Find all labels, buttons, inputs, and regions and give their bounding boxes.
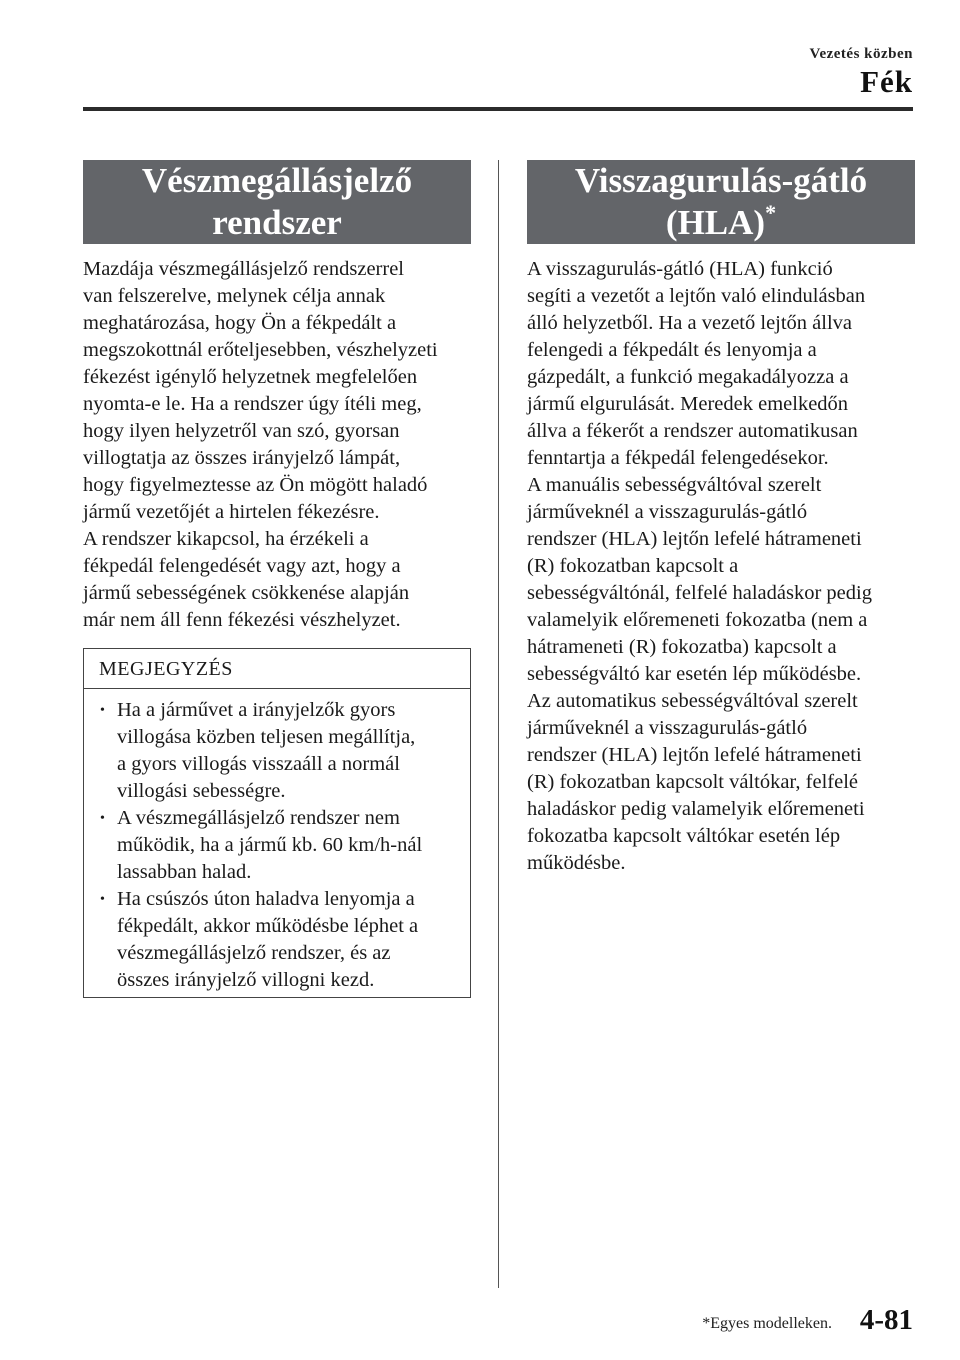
text-line: (R) fokozatban kapcsolt váltókar, felfelé	[527, 771, 859, 793]
heading-line: Visszagurulás-gátló	[574, 161, 868, 200]
paragraph	[527, 472, 915, 688]
text-line: működik, ha a jármű kb. 60 km/h-nál	[117, 834, 423, 856]
text-line: felengedi a fékpedált és lenyomja a	[527, 339, 817, 361]
text-line: Mazdája vészmegállásjelző rendszerrel	[83, 258, 404, 280]
text-line: fenntartja a fékpedál felengedésekor.	[527, 447, 829, 469]
text-line: haladáskor pedig valamelyik előremeneti	[527, 798, 865, 820]
text-line: fokozatba kapcsolt váltókar esetén lép	[527, 825, 841, 847]
note-title: MEGJEGYZÉS	[84, 649, 470, 689]
text-line: A vészmegállásjelző rendszer nem	[117, 807, 400, 829]
note-list	[84, 689, 470, 994]
left-column	[83, 160, 471, 634]
text-line: hogy figyelmeztesse az Ön mögött haladó	[83, 474, 428, 496]
note-item	[100, 886, 458, 994]
footnote-marker: *	[765, 200, 777, 225]
text-line: gázpedált, a funkció megakadályozza a	[527, 366, 849, 388]
text-line: Ha csúszós úton haladva lenyomja a	[117, 888, 415, 910]
text-line: rendszer (HLA) lejtőn lefelé hátrameneti	[527, 744, 862, 766]
paragraph	[527, 256, 915, 472]
page-title: Fék	[860, 64, 913, 99]
text-line: meghatározása, hogy Ön a fékpedált a	[83, 312, 397, 334]
text-line: vészmegállásjelző rendszer, és az	[117, 942, 391, 964]
paragraph	[83, 526, 471, 634]
text-line: járműveknél a visszagurulás-gátló	[527, 717, 808, 739]
text-line: járműveknél a visszagurulás-gátló	[527, 501, 808, 523]
header-rule	[83, 107, 913, 111]
text-line: fékezést igénylő helyzetnek megfelelően	[83, 366, 418, 388]
text-line: jármű vezetőjét a hirtelen fékezésre.	[83, 501, 380, 523]
footnote: *Egyes modelleken.	[702, 1315, 832, 1332]
heading-line: rendszer	[212, 203, 342, 242]
text-line: jármű elgurulását. Meredek emelkedőn	[527, 393, 849, 415]
text-line: A visszagurulás-gátló (HLA) funkció	[527, 258, 833, 280]
text-line: álló helyzetből. Ha a vezető lejtőn állva	[527, 312, 853, 334]
text-line: A manuális sebességváltóval szerelt	[527, 474, 822, 496]
bullet-icon: •	[100, 703, 105, 718]
text-line: van felszerelve, melynek célja annak	[83, 285, 386, 307]
text-line: a gyors villogás visszaáll a normál	[117, 753, 400, 775]
text-line: A rendszer kikapcsol, ha érzékeli a	[83, 528, 369, 550]
text-line: Az automatikus sebességváltóval szerelt	[527, 690, 858, 712]
note-item	[100, 697, 458, 805]
text-line: lassabban halad.	[117, 861, 252, 883]
page-number: 4-81	[859, 1304, 913, 1336]
note-item	[100, 805, 458, 886]
note-box	[83, 648, 471, 998]
text-line: hogy ilyen helyzetről van szó, gyorsan	[83, 420, 400, 442]
text-line: valamelyik előremeneti fokozatba (nem a	[527, 609, 868, 631]
heading-line: Vészmegállásjelző	[141, 161, 413, 200]
text-line: állva a fékerőt a rendszer automatikusan	[527, 420, 858, 442]
text-line: fékpedál felengedését vagy azt, hogy a	[83, 555, 401, 577]
section-heading-emergency-stop-signal	[83, 160, 471, 244]
column-divider	[498, 160, 499, 1288]
text-line: segíti a vezetőt a lejtőn való elindulásban	[527, 285, 866, 307]
heading-line	[533, 202, 909, 244]
text-line: (R) fokozatban kapcsolt a	[527, 555, 739, 577]
text-line: sebességváltónál, felfelé haladáskor pedig	[527, 582, 872, 604]
text-line: jármű sebességének csökkenése alapján	[83, 582, 410, 604]
text-line: fékpedált, akkor működésbe léphet a	[117, 915, 419, 937]
text-line: villogási sebességre.	[117, 780, 286, 802]
header-section-label: Vezetés közben	[809, 46, 913, 62]
section-heading-hill-launch-assist	[527, 160, 915, 244]
heading-text: (HLA)	[665, 203, 766, 242]
bullet-icon: •	[100, 892, 105, 907]
right-column	[527, 160, 915, 877]
text-line: hátrameneti (R) fokozatba) kapcsolt a	[527, 636, 837, 658]
text-line: nyomta-e le. Ha a rendszer úgy ítéli meg,	[83, 393, 422, 415]
text-line: már nem áll fenn fékezési vészhelyzet.	[83, 609, 401, 631]
text-line: megszokottnál erőteljesebben, vészhelyzeti	[83, 339, 438, 361]
text-line: összes irányjelző villogni kezd.	[117, 969, 375, 991]
text-line: villogtatja az összes irányjelző lámpát,	[83, 447, 401, 469]
text-line: működésbe.	[527, 852, 626, 874]
text-line: rendszer (HLA) lejtőn lefelé hátrameneti	[527, 528, 862, 550]
text-line: sebességváltó kar esetén lép működésbe.	[527, 663, 862, 685]
bullet-icon: •	[100, 811, 105, 826]
paragraph	[527, 688, 915, 877]
paragraph	[83, 256, 471, 526]
text-line: Ha a járművet a irányjelzők gyors	[117, 699, 396, 721]
text-line: villogása közben teljesen megállítja,	[117, 726, 416, 748]
